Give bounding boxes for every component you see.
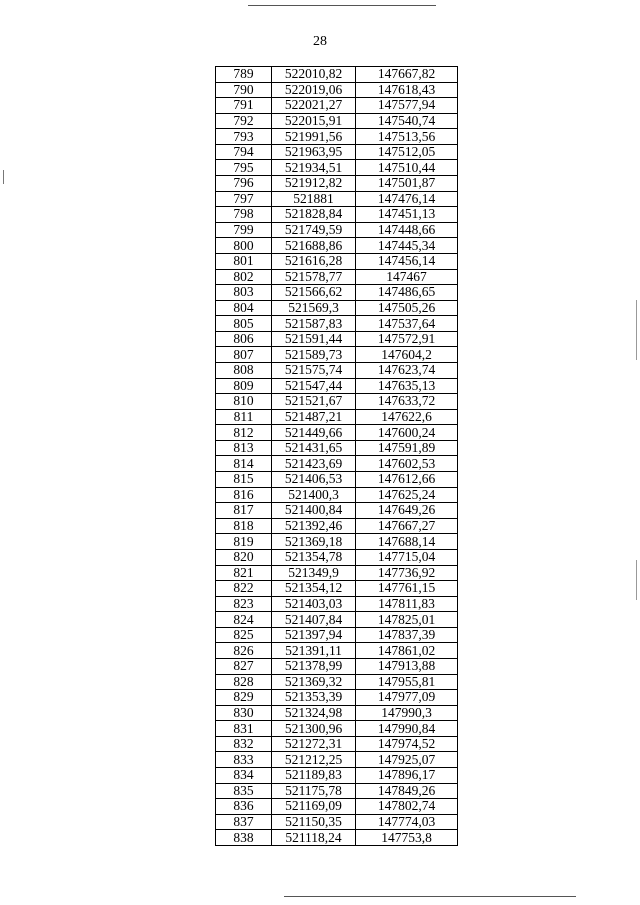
y-coordinate-cell: 147761,15 [356, 581, 458, 597]
x-coordinate-cell: 521749,59 [272, 222, 356, 238]
table-row [216, 113, 458, 129]
y-coordinate-cell: 147604,2 [356, 347, 458, 363]
x-coordinate-cell: 521403,03 [272, 596, 356, 612]
y-coordinate-cell: 147602,53 [356, 456, 458, 472]
table-row [216, 643, 458, 659]
y-coordinate-cell: 147618,43 [356, 82, 458, 98]
point-number-cell: 795 [216, 160, 272, 176]
x-coordinate-cell: 521589,73 [272, 347, 356, 363]
y-coordinate-cell: 147633,72 [356, 394, 458, 410]
y-coordinate-cell: 147540,74 [356, 113, 458, 129]
table-row [216, 67, 458, 83]
x-coordinate-cell: 521189,83 [272, 768, 356, 784]
x-coordinate-cell: 521175,78 [272, 783, 356, 799]
y-coordinate-cell: 147825,01 [356, 612, 458, 628]
table-row [216, 285, 458, 301]
x-coordinate-cell: 521354,12 [272, 581, 356, 597]
table-row [216, 472, 458, 488]
y-coordinate-cell: 147486,65 [356, 285, 458, 301]
y-coordinate-cell: 147505,26 [356, 300, 458, 316]
y-coordinate-cell: 147977,09 [356, 690, 458, 706]
y-coordinate-cell: 147802,74 [356, 799, 458, 815]
x-coordinate-cell: 521431,65 [272, 440, 356, 456]
point-number-cell: 830 [216, 705, 272, 721]
x-coordinate-cell: 521575,74 [272, 362, 356, 378]
point-number-cell: 806 [216, 331, 272, 347]
table-row [216, 316, 458, 332]
point-number-cell: 820 [216, 549, 272, 565]
x-coordinate-cell: 521521,67 [272, 394, 356, 410]
point-number-cell: 794 [216, 144, 272, 160]
x-coordinate-cell: 521487,21 [272, 409, 356, 425]
point-number-cell: 823 [216, 596, 272, 612]
scan-edge-left-mark [3, 170, 4, 184]
table-row [216, 300, 458, 316]
x-coordinate-cell: 521397,94 [272, 627, 356, 643]
y-coordinate-cell: 147513,56 [356, 129, 458, 145]
point-number-cell: 817 [216, 503, 272, 519]
table-row [216, 674, 458, 690]
point-number-cell: 804 [216, 300, 272, 316]
y-coordinate-cell: 147537,64 [356, 316, 458, 332]
x-coordinate-cell: 521369,18 [272, 534, 356, 550]
table-row [216, 783, 458, 799]
x-coordinate-cell: 521150,35 [272, 814, 356, 830]
x-coordinate-cell: 521407,84 [272, 612, 356, 628]
point-number-cell: 809 [216, 378, 272, 394]
x-coordinate-cell: 521169,09 [272, 799, 356, 815]
x-coordinate-cell: 521616,28 [272, 253, 356, 269]
x-coordinate-cell: 521566,62 [272, 285, 356, 301]
point-number-cell: 815 [216, 472, 272, 488]
point-number-cell: 796 [216, 176, 272, 192]
table-row [216, 627, 458, 643]
x-coordinate-cell: 521118,24 [272, 830, 356, 846]
table-row [216, 596, 458, 612]
table-row [216, 160, 458, 176]
point-number-cell: 800 [216, 238, 272, 254]
point-number-cell: 831 [216, 721, 272, 737]
table-row [216, 82, 458, 98]
y-coordinate-cell: 147925,07 [356, 752, 458, 768]
table-row [216, 269, 458, 285]
point-number-cell: 825 [216, 627, 272, 643]
y-coordinate-cell: 147448,66 [356, 222, 458, 238]
table-row [216, 721, 458, 737]
y-coordinate-cell: 147456,14 [356, 253, 458, 269]
y-coordinate-cell: 147623,74 [356, 362, 458, 378]
y-coordinate-cell: 147600,24 [356, 425, 458, 441]
y-coordinate-cell: 147510,44 [356, 160, 458, 176]
point-number-cell: 790 [216, 82, 272, 98]
x-coordinate-cell: 521378,99 [272, 658, 356, 674]
coordinates-table-body [216, 67, 458, 846]
table-row [216, 830, 458, 846]
x-coordinate-cell: 521963,95 [272, 144, 356, 160]
table-row [216, 144, 458, 160]
y-coordinate-cell: 147849,26 [356, 783, 458, 799]
point-number-cell: 803 [216, 285, 272, 301]
y-coordinate-cell: 147861,02 [356, 643, 458, 659]
y-coordinate-cell: 147649,26 [356, 503, 458, 519]
point-number-cell: 818 [216, 518, 272, 534]
x-coordinate-cell: 522021,27 [272, 98, 356, 114]
point-number-cell: 791 [216, 98, 272, 114]
y-coordinate-cell: 147612,66 [356, 472, 458, 488]
x-coordinate-cell: 521934,51 [272, 160, 356, 176]
table-row [216, 409, 458, 425]
y-coordinate-cell: 147635,13 [356, 378, 458, 394]
table-row [216, 347, 458, 363]
table-row [216, 612, 458, 628]
point-number-cell: 827 [216, 658, 272, 674]
x-coordinate-cell: 521591,44 [272, 331, 356, 347]
x-coordinate-cell: 521212,25 [272, 752, 356, 768]
scan-edge-right-mark [636, 300, 637, 360]
table-row [216, 799, 458, 815]
point-number-cell: 805 [216, 316, 272, 332]
table-row [216, 394, 458, 410]
point-number-cell: 813 [216, 440, 272, 456]
point-number-cell: 816 [216, 487, 272, 503]
y-coordinate-cell: 147913,88 [356, 658, 458, 674]
x-coordinate-cell: 521272,31 [272, 736, 356, 752]
y-coordinate-cell: 147667,82 [356, 67, 458, 83]
point-number-cell: 792 [216, 113, 272, 129]
point-number-cell: 824 [216, 612, 272, 628]
y-coordinate-cell: 147990,3 [356, 705, 458, 721]
x-coordinate-cell: 521324,98 [272, 705, 356, 721]
table-row [216, 518, 458, 534]
point-number-cell: 798 [216, 207, 272, 223]
point-number-cell: 799 [216, 222, 272, 238]
point-number-cell: 833 [216, 752, 272, 768]
point-number-cell: 811 [216, 409, 272, 425]
table-row [216, 752, 458, 768]
point-number-cell: 822 [216, 581, 272, 597]
x-coordinate-cell: 522019,06 [272, 82, 356, 98]
x-coordinate-cell: 521423,69 [272, 456, 356, 472]
y-coordinate-cell: 147577,94 [356, 98, 458, 114]
x-coordinate-cell: 521881 [272, 191, 356, 207]
y-coordinate-cell: 147896,17 [356, 768, 458, 784]
x-coordinate-cell: 521400,84 [272, 503, 356, 519]
x-coordinate-cell: 521353,39 [272, 690, 356, 706]
point-number-cell: 821 [216, 565, 272, 581]
table-row [216, 581, 458, 597]
table-row [216, 191, 458, 207]
x-coordinate-cell: 522015,91 [272, 113, 356, 129]
point-number-cell: 814 [216, 456, 272, 472]
x-coordinate-cell: 521578,77 [272, 269, 356, 285]
y-coordinate-cell: 147445,34 [356, 238, 458, 254]
x-coordinate-cell: 521400,3 [272, 487, 356, 503]
point-number-cell: 812 [216, 425, 272, 441]
table-row [216, 565, 458, 581]
x-coordinate-cell: 521688,86 [272, 238, 356, 254]
coordinates-table [215, 66, 458, 846]
y-coordinate-cell: 147622,6 [356, 409, 458, 425]
x-coordinate-cell: 521391,11 [272, 643, 356, 659]
point-number-cell: 819 [216, 534, 272, 550]
y-coordinate-cell: 147572,91 [356, 331, 458, 347]
x-coordinate-cell: 521912,82 [272, 176, 356, 192]
x-coordinate-cell: 521449,66 [272, 425, 356, 441]
y-coordinate-cell: 147625,24 [356, 487, 458, 503]
table-row [216, 768, 458, 784]
y-coordinate-cell: 147476,14 [356, 191, 458, 207]
x-coordinate-cell: 521547,44 [272, 378, 356, 394]
table-row [216, 207, 458, 223]
x-coordinate-cell: 521828,84 [272, 207, 356, 223]
table-row [216, 736, 458, 752]
table-row [216, 98, 458, 114]
point-number-cell: 807 [216, 347, 272, 363]
y-coordinate-cell: 147811,83 [356, 596, 458, 612]
scan-edge-top [248, 5, 436, 6]
point-number-cell: 836 [216, 799, 272, 815]
x-coordinate-cell: 521991,56 [272, 129, 356, 145]
y-coordinate-cell: 147451,13 [356, 207, 458, 223]
table-row [216, 222, 458, 238]
point-number-cell: 789 [216, 67, 272, 83]
y-coordinate-cell: 147501,87 [356, 176, 458, 192]
table-row [216, 378, 458, 394]
table-row [216, 440, 458, 456]
table-row [216, 690, 458, 706]
y-coordinate-cell: 147667,27 [356, 518, 458, 534]
point-number-cell: 838 [216, 830, 272, 846]
table-row [216, 456, 458, 472]
table-row [216, 238, 458, 254]
x-coordinate-cell: 521349,9 [272, 565, 356, 581]
x-coordinate-cell: 521406,53 [272, 472, 356, 488]
y-coordinate-cell: 147512,05 [356, 144, 458, 160]
y-coordinate-cell: 147736,92 [356, 565, 458, 581]
y-coordinate-cell: 147467 [356, 269, 458, 285]
point-number-cell: 832 [216, 736, 272, 752]
table-row [216, 658, 458, 674]
point-number-cell: 826 [216, 643, 272, 659]
table-row [216, 129, 458, 145]
x-coordinate-cell: 521354,78 [272, 549, 356, 565]
point-number-cell: 802 [216, 269, 272, 285]
x-coordinate-cell: 521587,83 [272, 316, 356, 332]
point-number-cell: 793 [216, 129, 272, 145]
y-coordinate-cell: 147974,52 [356, 736, 458, 752]
table-row [216, 549, 458, 565]
page-number: 28 [313, 34, 327, 49]
point-number-cell: 797 [216, 191, 272, 207]
x-coordinate-cell: 522010,82 [272, 67, 356, 83]
x-coordinate-cell: 521300,96 [272, 721, 356, 737]
point-number-cell: 801 [216, 253, 272, 269]
point-number-cell: 810 [216, 394, 272, 410]
y-coordinate-cell: 147774,03 [356, 814, 458, 830]
table-row [216, 253, 458, 269]
point-number-cell: 829 [216, 690, 272, 706]
y-coordinate-cell: 147753,8 [356, 830, 458, 846]
table-row [216, 705, 458, 721]
table-row [216, 176, 458, 192]
y-coordinate-cell: 147591,89 [356, 440, 458, 456]
x-coordinate-cell: 521392,46 [272, 518, 356, 534]
table-row [216, 503, 458, 519]
table-row [216, 487, 458, 503]
y-coordinate-cell: 147688,14 [356, 534, 458, 550]
x-coordinate-cell: 521369,32 [272, 674, 356, 690]
y-coordinate-cell: 147837,39 [356, 627, 458, 643]
point-number-cell: 828 [216, 674, 272, 690]
scan-edge-bottom [284, 896, 576, 897]
y-coordinate-cell: 147990,84 [356, 721, 458, 737]
point-number-cell: 835 [216, 783, 272, 799]
point-number-cell: 808 [216, 362, 272, 378]
table-row [216, 814, 458, 830]
y-coordinate-cell: 147955,81 [356, 674, 458, 690]
table-row [216, 534, 458, 550]
table-row [216, 362, 458, 378]
point-number-cell: 834 [216, 768, 272, 784]
x-coordinate-cell: 521569,3 [272, 300, 356, 316]
table-row [216, 331, 458, 347]
point-number-cell: 837 [216, 814, 272, 830]
y-coordinate-cell: 147715,04 [356, 549, 458, 565]
table-row [216, 425, 458, 441]
scan-edge-right-mark [636, 560, 637, 600]
